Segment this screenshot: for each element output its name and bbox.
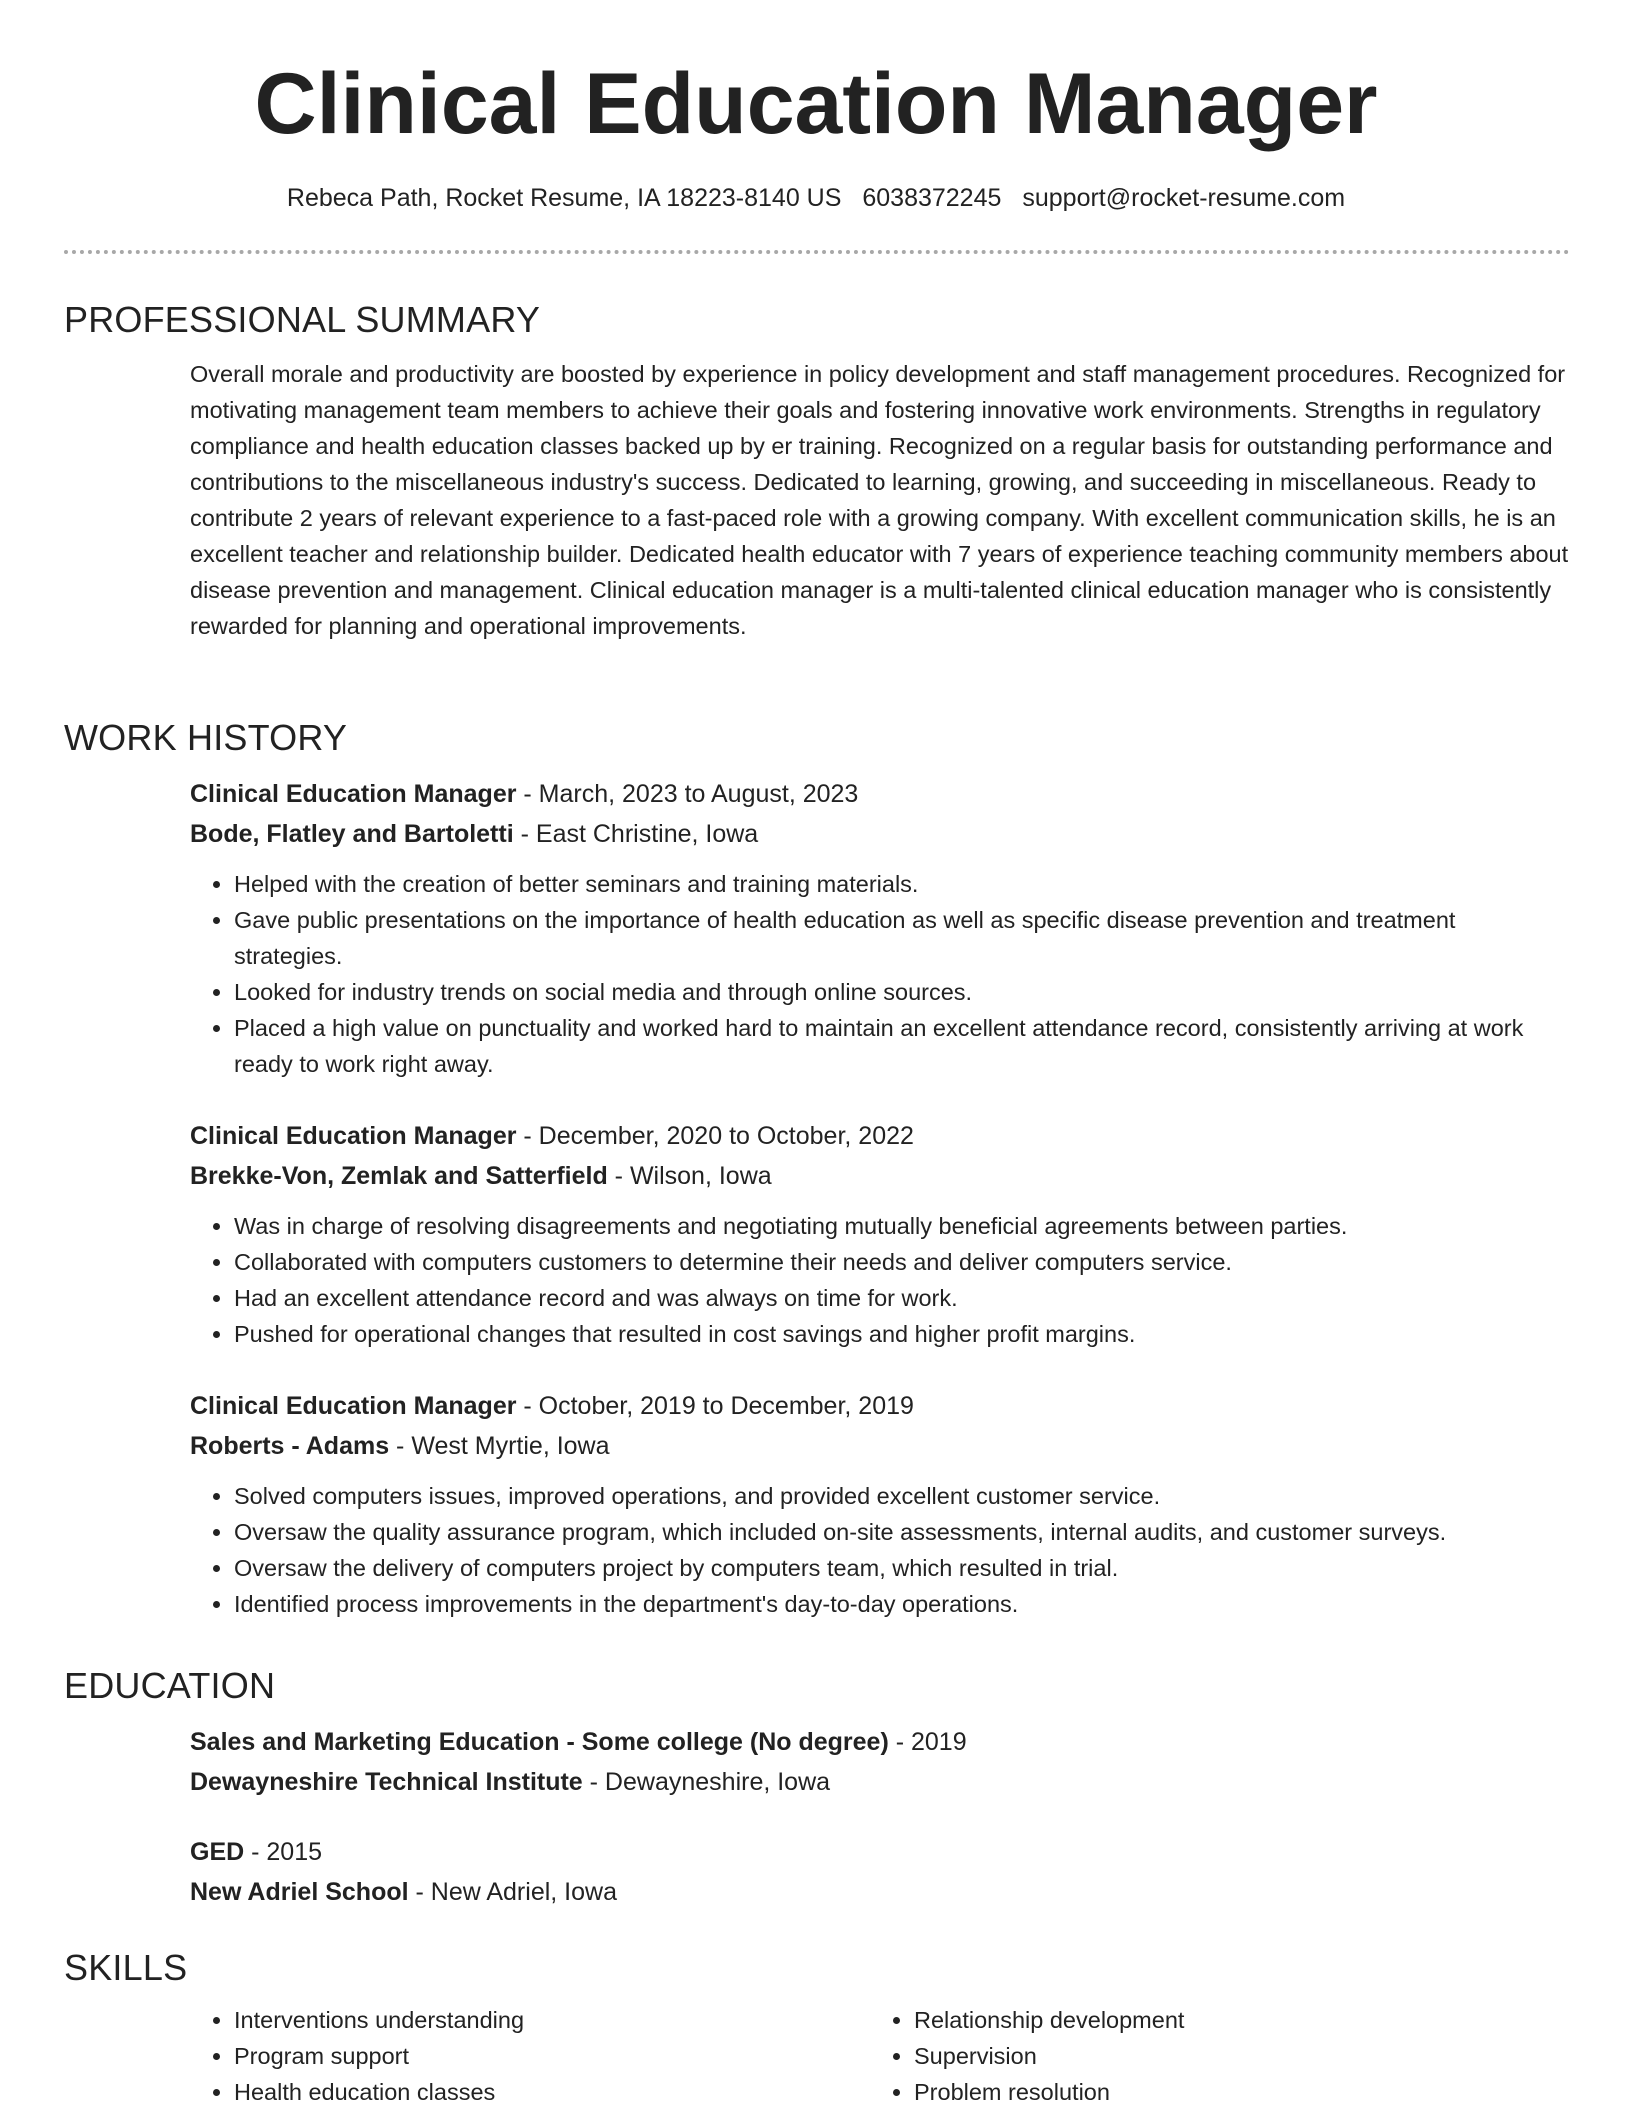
header-divider	[64, 250, 1570, 254]
education-section	[64, 1664, 1570, 1912]
job-company: Roberts - Adams	[190, 1432, 390, 1460]
job-bullet: • Helped with the creation of better seminars and training materials.	[234, 866, 1570, 902]
job-bullet: • Oversaw the delivery of computers project by computers team, which resulted in trial.	[234, 1550, 1570, 1586]
skills-column-left	[190, 2002, 870, 2110]
job-title-line	[190, 1386, 1570, 1426]
education-location: - New Adriel, Iowa	[408, 1878, 617, 1906]
education-school: Dewayneshire Technical Institute	[190, 1768, 583, 1796]
job-entry	[190, 1386, 1570, 1622]
education-body	[190, 1722, 1570, 1912]
education-degree: Sales and Marketing Education - Some college (No degree)	[190, 1728, 889, 1756]
job-bullet: • Pushed for operational changes that resulted in cost savings and higher profit margins.	[234, 1316, 1570, 1352]
job-company-line	[190, 1156, 1570, 1196]
skills-section	[64, 1946, 1570, 2110]
job-title: Clinical Education Manager	[190, 1122, 517, 1150]
job-location: - East Christine, Iowa	[513, 820, 759, 848]
job-bullet: • Had an excellent attendance record and was always on time for work.	[234, 1280, 1570, 1316]
job-bullets	[190, 1478, 1570, 1622]
job-location: - West Myrtie, Iowa	[389, 1432, 610, 1460]
resume-title: Clinical Education Manager	[254, 56, 1378, 152]
education-degree-line	[190, 1722, 1570, 1762]
job-title: Clinical Education Manager	[190, 1392, 517, 1420]
education-school-line	[190, 1762, 1570, 1802]
job-dates: - March, 2023 to August, 2023	[516, 780, 859, 808]
summary-body	[190, 356, 1570, 644]
job-dates: - December, 2020 to October, 2022	[516, 1122, 914, 1150]
skills-column-right	[870, 2002, 1550, 2110]
job-dates: - October, 2019 to December, 2019	[516, 1392, 914, 1420]
education-year: - 2015	[244, 1838, 323, 1866]
job-bullet: • Oversaw the quality assurance program, which included on-site assessments, internal audits, and customer surveys.	[234, 1514, 1570, 1550]
contact-email: support@rocket-resume.com	[1022, 184, 1346, 212]
education-location: - Dewayneshire, Iowa	[582, 1768, 831, 1796]
job-bullet: • Was in charge of resolving disagreements and negotiating mutually beneficial agreements between parties.	[234, 1208, 1570, 1244]
job-company: Bode, Flatley and Bartoletti	[190, 820, 514, 848]
skill-item: • Interventions understanding	[234, 2002, 870, 2038]
education-school: New Adriel School	[190, 1878, 409, 1906]
education-degree: GED	[190, 1838, 245, 1866]
education-entry	[190, 1832, 1570, 1912]
skill-item: • Relationship development	[914, 2002, 1550, 2038]
education-school-line	[190, 1872, 1570, 1912]
job-entry	[190, 774, 1570, 1082]
contact-phone: 6038372245	[862, 184, 1002, 212]
education-heading: EDUCATION	[64, 1665, 276, 1706]
job-company-line	[190, 1426, 1570, 1466]
work-history-section	[64, 716, 1570, 1622]
education-degree-line	[190, 1832, 1570, 1872]
job-title: Clinical Education Manager	[190, 780, 517, 808]
job-title-line	[190, 774, 1570, 814]
job-bullets	[190, 866, 1570, 1082]
education-year: - 2019	[888, 1728, 967, 1756]
work-history-heading: WORK HISTORY	[64, 717, 348, 758]
summary-text: Overall morale and productivity are boosted by experience in policy development and staff management procedures. Recognized for motivating management team members to achieve their goals and fostering innovative work environments. Strengths in regulatory compliance and health education classes backed up by er training. Recognized on a regular basis for outstanding performance and contributions to the miscellaneous industry's success. Dedicated to learning, growing, and succeeding in miscellaneous. Ready to contribute 2 years of relevant experience to a fast-paced role with a growing company. With excellent communication skills, he is an excellent teacher and relationship builder. Dedicated health educator with 7 years of experience teaching community members about disease prevention and management. Clinical education manager is a multi-talented clinical education manager who is consistently rewarded for planning and operational improvements.	[190, 361, 1569, 639]
job-bullet: • Identified process improvements in the department's day-to-day operations.	[234, 1586, 1570, 1622]
job-company: Brekke-Von, Zemlak and Satterfield	[190, 1162, 608, 1190]
job-title-line	[190, 1116, 1570, 1156]
job-bullet: • Looked for industry trends on social media and through online sources.	[234, 974, 1570, 1010]
contact-address: Rebeca Path, Rocket Resume, IA 18223-8140 US	[286, 184, 842, 212]
job-bullet: • Solved computers issues, improved operations, and provided excellent customer service.	[234, 1478, 1570, 1514]
job-bullet: • Placed a high value on punctuality and worked hard to maintain an excellent attendance record, consistently arriving at work ready to work right away.	[234, 1010, 1570, 1082]
work-history-body	[190, 774, 1570, 1622]
skill-item: • Program support	[234, 2038, 870, 2074]
contact-line	[0, 180, 1632, 216]
skill-item: • Health education classes	[234, 2074, 870, 2110]
job-company-line	[190, 814, 1570, 854]
job-bullet: • Gave public presentations on the importance of health education as well as specific disease prevention and treatment strategies.	[234, 902, 1570, 974]
skills-grid	[190, 2002, 1570, 2110]
summary-heading: PROFESSIONAL SUMMARY	[64, 299, 541, 340]
job-location: - Wilson, Iowa	[607, 1162, 772, 1190]
skill-item: • Problem resolution	[914, 2074, 1550, 2110]
skills-body	[190, 2002, 1570, 2110]
job-bullets	[190, 1208, 1570, 1352]
skill-item: • Supervision	[914, 2038, 1550, 2074]
summary-section	[64, 298, 1570, 644]
skills-heading: SKILLS	[64, 1947, 188, 1988]
job-entry	[190, 1116, 1570, 1352]
education-entry	[190, 1722, 1570, 1802]
job-bullet: • Collaborated with computers customers to determine their needs and deliver computers service.	[234, 1244, 1570, 1280]
